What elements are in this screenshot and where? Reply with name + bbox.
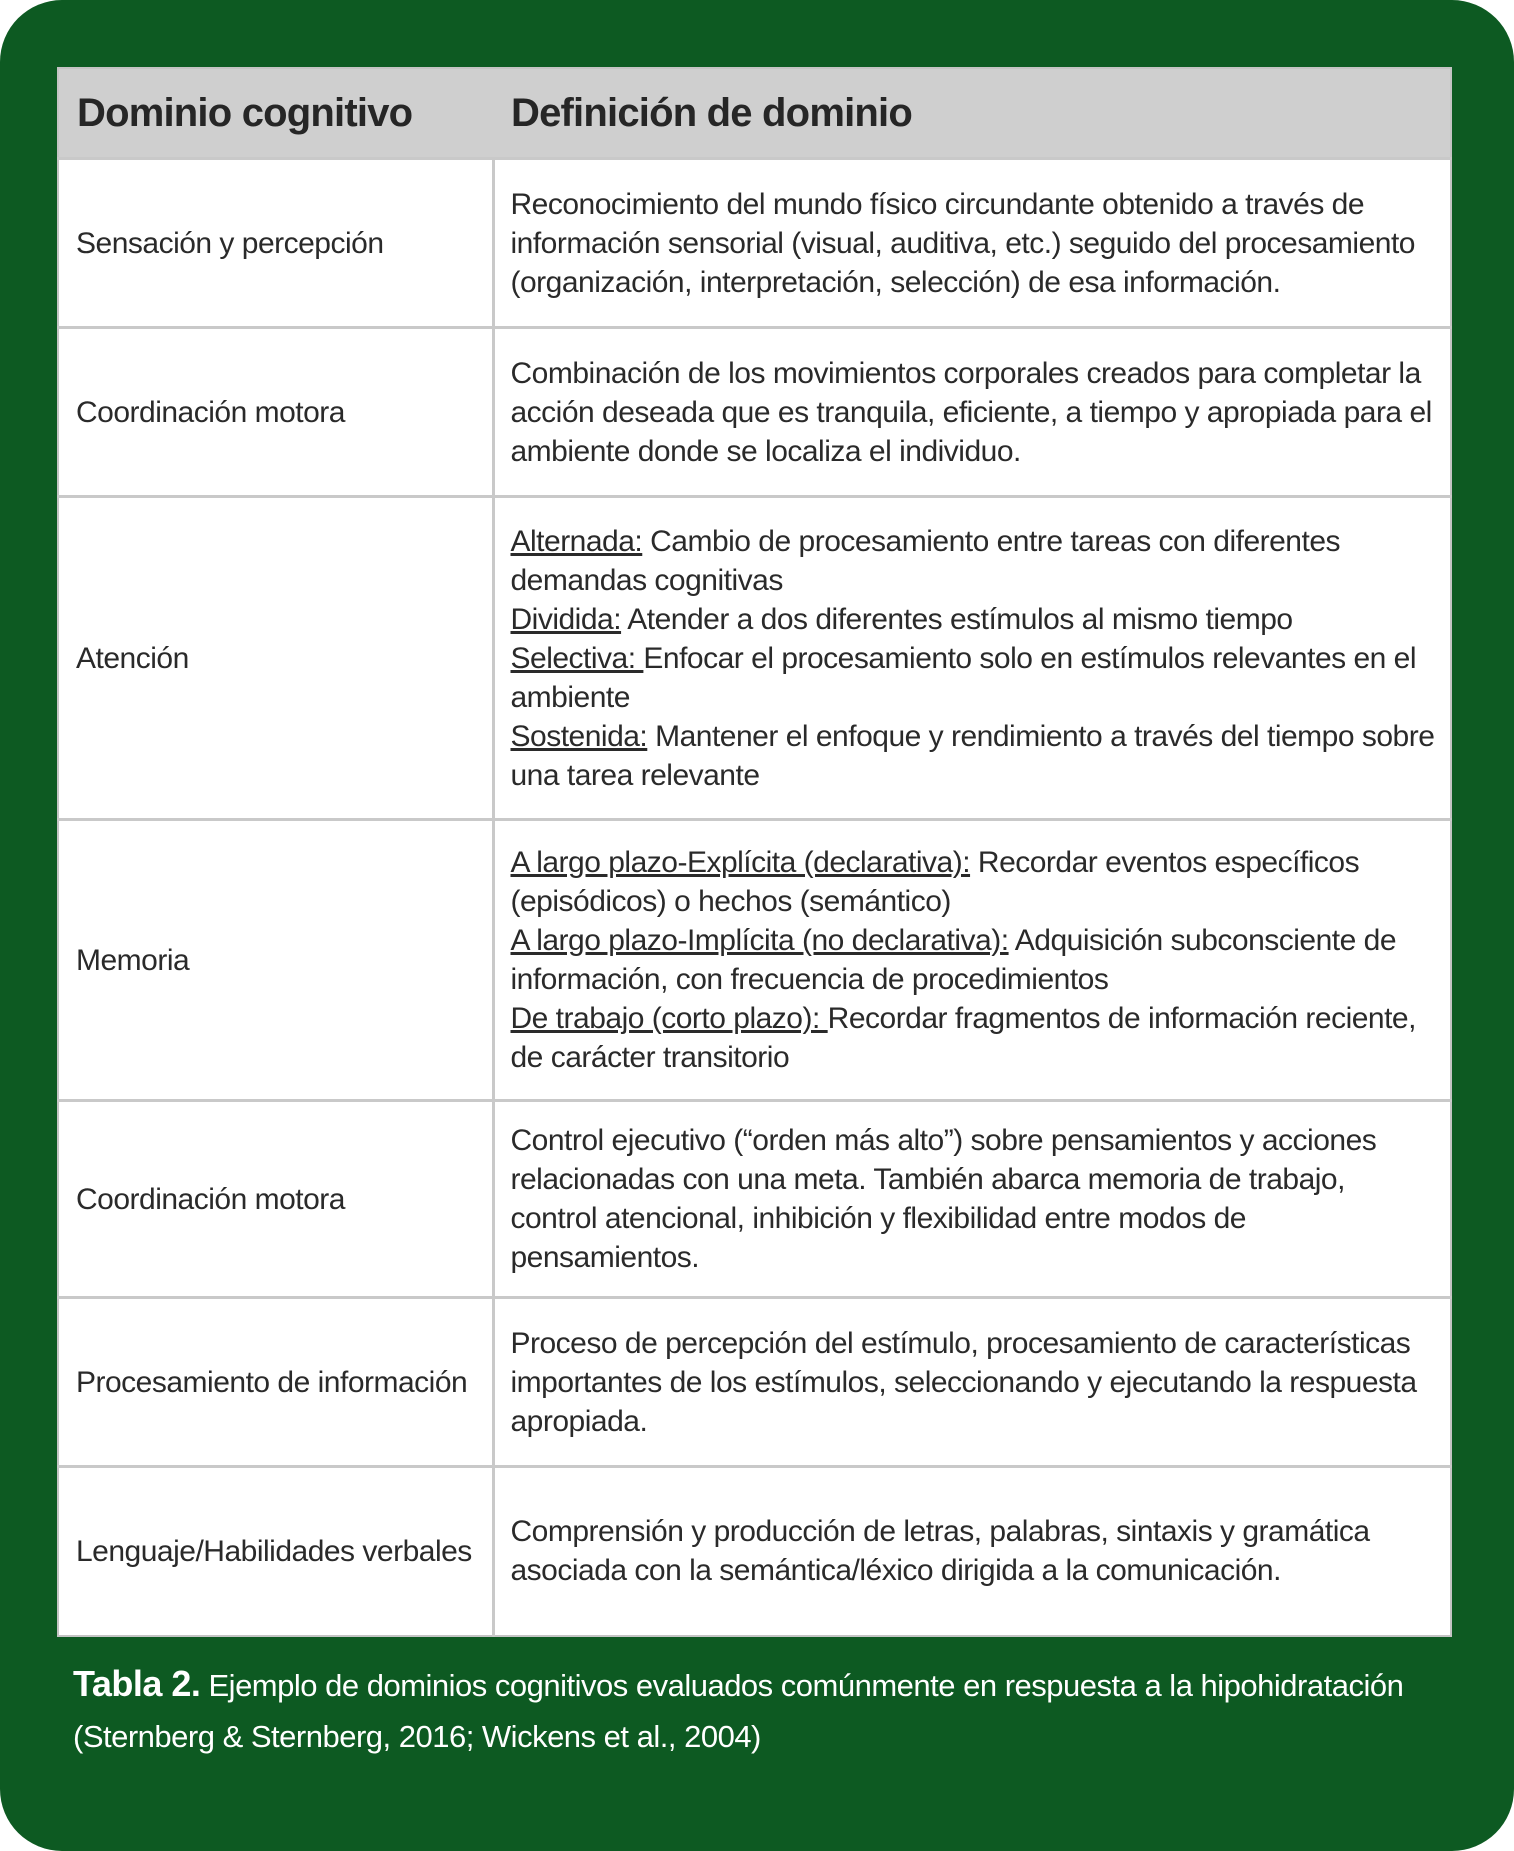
item-term: Selectiva: xyxy=(510,641,644,675)
definition-cell: Control ejecutivo (“orden más alto”) sobre pensamientos y acciones relacionadas con una meta. También abarca memoria de trabajo, control atencional, inhibición y flexibilidad entre modos de pensamientos. xyxy=(493,1101,1451,1298)
caption-text: Ejemplo de dominios cognitivos evaluados comúnmente en respuesta a la hipohidratación (Sternberg & Sternberg, 2016; Wickens et al., 2004) xyxy=(73,1668,1404,1754)
item-term: De trabajo (corto plazo): xyxy=(510,1002,828,1035)
item-term: A largo plazo-Explícita (declarativa): xyxy=(510,846,971,879)
item-text: Mantener el enfoque y rendimiento a través del tiempo sobre una tarea relevante xyxy=(510,719,1435,792)
item-text: Recordar eventos específicos (episódicos) o hechos (semántico) xyxy=(510,846,1360,918)
table-header-row xyxy=(58,68,1451,159)
cognitive-domains-table xyxy=(57,67,1452,1637)
header-domain: Dominio cognitivo xyxy=(58,68,493,159)
definition-cell: Proceso de percepción del estímulo, procesamiento de características importantes de los estímulos, seleccionando y ejecutando la respuesta apropiada. xyxy=(493,1298,1451,1467)
table-row xyxy=(58,820,1451,1101)
item-text: Recordar fragmentos de información reciente, de carácter transitorio xyxy=(510,1002,1416,1074)
definition-cell: Combinación de los movimientos corporales creados para completar la acción deseada que es tranquila, eficiente, a tiempo y apropiada para el ambiente donde se localiza el individuo. xyxy=(493,328,1451,497)
domain-cell: Sensación y percepción xyxy=(58,159,493,328)
domain-cell: Coordinación motora xyxy=(58,1101,493,1298)
caption-label: Tabla 2. xyxy=(73,1663,201,1704)
domain-cell: Atención xyxy=(58,497,493,820)
item-term: Dividida: xyxy=(510,602,622,636)
definition-item xyxy=(511,717,1439,795)
item-term: Sostenida: xyxy=(510,719,648,753)
definition-item xyxy=(511,600,1439,639)
table-row xyxy=(58,1101,1451,1298)
definition-cell xyxy=(493,497,1451,820)
definition-item xyxy=(511,639,1439,717)
item-term: Alternada: xyxy=(510,524,643,558)
item-text: Cambio de procesamiento entre tareas con diferentes demandas cognitivas xyxy=(510,524,1341,597)
item-text: Atender a dos diferentes estímulos al mismo tiempo xyxy=(621,602,1293,636)
table-row xyxy=(58,328,1451,497)
item-text: Enfocar el procesamiento solo en estímulos relevantes en el ambiente xyxy=(510,641,1417,714)
definition-cell: Reconocimiento del mundo físico circundante obtenido a través de información sensorial (visual, auditiva, etc.) seguido del procesamiento (organización, interpretación, selección) de esa información. xyxy=(493,159,1451,328)
definition-cell xyxy=(493,820,1451,1101)
header-definition: Definición de dominio xyxy=(493,68,1451,159)
definition-item xyxy=(511,921,1439,999)
domain-cell: Procesamiento de información xyxy=(58,1298,493,1467)
table-caption xyxy=(73,1658,1433,1762)
definition-cell: Comprensión y producción de letras, palabras, sintaxis y gramática asociada con la semántica/léxico dirigida a la comunicación. xyxy=(493,1467,1451,1636)
domain-cell: Coordinación motora xyxy=(58,328,493,497)
domain-cell: Lenguaje/Habilidades verbales xyxy=(58,1467,493,1636)
definition-item xyxy=(511,999,1439,1077)
table-row xyxy=(58,1298,1451,1467)
table-row xyxy=(58,159,1451,328)
item-text: Adquisición subconsciente de información, con frecuencia de procedimientos xyxy=(510,924,1397,996)
definition-item xyxy=(511,843,1439,921)
domain-cell: Memoria xyxy=(58,820,493,1101)
table-row xyxy=(58,1467,1451,1636)
definition-item xyxy=(511,522,1439,600)
item-term: A largo plazo-Implícita (no declarativa): xyxy=(510,924,1009,957)
table-row xyxy=(58,497,1451,820)
